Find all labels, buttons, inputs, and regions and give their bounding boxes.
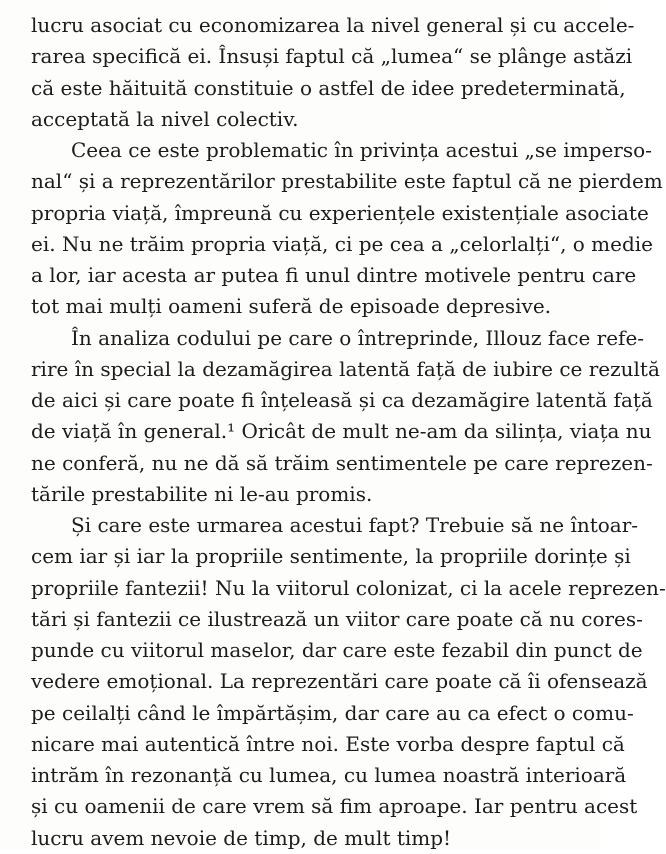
text-line: rire în special la dezamăgirea latentă față de iubire ce rezultă xyxy=(31,356,660,381)
text-line: de aici și care poate fi înțeleasă și ca dezamăgire latentă față xyxy=(31,388,653,412)
text-line: ne conferă, nu ne dă să trăim sentimentele pe care reprezen- xyxy=(31,450,653,475)
text-line: de viață în general.¹ Oricât de mult ne-am da silința, viața nu xyxy=(31,419,652,444)
text-line: tări și fantezii ce ilustrează un viitor care poate că nu cores- xyxy=(31,606,643,631)
text-line: lucru avem nevoie de timp, de mult timp! xyxy=(31,825,452,850)
paragraph xyxy=(31,135,663,323)
text-line: lucru asociat cu economizarea la nivel general și cu accele- xyxy=(31,13,635,37)
text-line: Ceea ce este problematic în privința acestui „se imperso- xyxy=(71,138,652,162)
paragraph xyxy=(31,10,635,135)
text-line: propriile fantezii! Nu la viitorul colonizat, ci la acele reprezen- xyxy=(31,575,666,600)
text-line: intrăm în rezonanță cu lumea, cu lumea noastră interioară xyxy=(31,763,627,787)
text-line: vedere emoțional. La reprezentări care poate că îi ofensează xyxy=(31,669,648,694)
text-line: a lor, iar acesta ar putea fi unul dintre motivele pentru care xyxy=(31,263,637,287)
paragraph xyxy=(31,323,660,511)
text-line: pe ceilalți când le împărtășim, dar care au ca efect o comu- xyxy=(31,700,634,725)
text-line: Și care este urmarea acestui fapt? Trebuie să ne întoar- xyxy=(71,513,639,537)
text-line: cem iar și iar la propriile sentimente, la propriile dorințe și xyxy=(31,544,631,569)
text-line: nal“ și a reprezentărilor prestabilite este faptul că ne pierdem xyxy=(31,169,663,194)
text-line: propria viață, împreună cu experiențele existențiale asociate xyxy=(31,200,649,225)
text-line: rarea specifică ei. Însuși faptul că „lumea“ se plânge astăzi xyxy=(31,44,633,69)
body-text xyxy=(31,10,666,854)
paragraph xyxy=(31,510,666,854)
text-line: punde cu viitorul maselor, dar care este fezabil din punct de xyxy=(31,638,643,662)
text-line: tot mai mulți oameni suferă de episoade depresive. xyxy=(31,294,552,319)
text-line: și cu oamenii de care vrem să fim aproape. Iar pentru acest xyxy=(31,794,638,819)
text-line: acceptată la nivel colectiv. xyxy=(31,106,299,131)
text-line: că este hăituită constituie o astfel de idee predeterminată, xyxy=(31,75,626,100)
text-line: tările prestabilite ni le-au promis. xyxy=(31,481,373,506)
text-line: În analiza codului pe care o întreprinde, Illouz face refe- xyxy=(71,325,645,350)
text-line: ei. Nu ne trăim propria viață, ci pe cea a „celorlalți“, o medie xyxy=(31,231,654,256)
text-line: nicare mai autentică între noi. Este vorba despre faptul că xyxy=(31,731,625,756)
